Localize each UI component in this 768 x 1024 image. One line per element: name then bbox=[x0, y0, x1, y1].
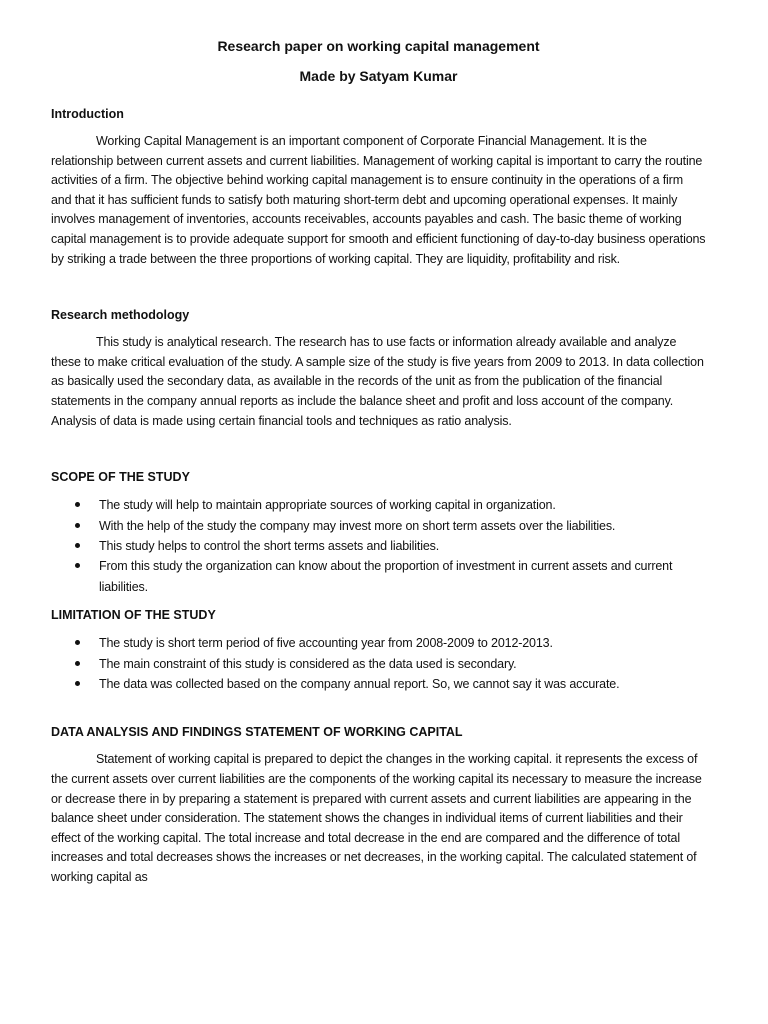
section-heading-methodology: Research methodology bbox=[51, 308, 190, 323]
bullet-icon bbox=[75, 640, 80, 645]
section-heading-analysis: DATA ANALYSIS AND FINDINGS STATEMENT OF WORKING CAPITAL bbox=[51, 725, 463, 740]
scope-list bbox=[51, 495, 706, 597]
bullet-icon bbox=[75, 523, 80, 528]
bullet-icon bbox=[75, 661, 80, 666]
list-item-text: With the help of the study the company may invest more on short term assets over the liabilities. bbox=[99, 518, 616, 533]
bullet-icon bbox=[75, 563, 80, 568]
list-item bbox=[51, 556, 706, 597]
methodology-paragraph: This study is analytical research. The research has to use facts or information already available and analyze these to make critical evaluation of the study. A sample size of the study is five years from 2009 to 2013. In data collection as basically used the secondary data, as available in the records of the unit as from the publication of the financial statements in the company annual reports as include the balance sheet and profit and loss account of the company. Analysis of data is made using certain financial tools and techniques as ratio analysis. bbox=[51, 335, 704, 428]
list-item bbox=[51, 633, 706, 653]
bullet-icon bbox=[75, 543, 80, 548]
list-item-text: The data was collected based on the company annual report. So, we cannot say it was accurate. bbox=[99, 676, 620, 691]
list-item-text: The main constraint of this study is considered as the data used is secondary. bbox=[99, 656, 517, 671]
section-heading-introduction: Introduction bbox=[51, 107, 124, 121]
bullet-icon bbox=[75, 681, 80, 686]
section-heading-limitation: LIMITATION OF THE STUDY bbox=[51, 608, 216, 623]
list-item-text: The study is short term period of five accounting year from 2008-2009 to 2012-2013. bbox=[99, 636, 553, 651]
introduction-paragraph: Working Capital Management is an important component of Corporate Financial Management. It is the relationship between current assets and current liabilities. Management of working capital is important to carry the routine activities of a firm. The objective behind working capital management is to ensure continuity in the operations of a firm and that it has sufficient funds to satisfy both maturing short-term debt and upcoming operational expenses. It mainly involves management of inventories, accounts receivables, accounts payables and cash. The basic theme of working capital management is to provide adequate support for smooth and efficient functioning of day-to-day business operations by striking a trade between the three proportions of working capital. They are liquidity, profitability and risk. bbox=[51, 134, 706, 266]
analysis-paragraph: Statement of working capital is prepared to depict the changes in the working capital. it represents the excess of the current assets over current liabilities are the components of the working capital its necessary to measure the increase or decrease there in by preparing a statement is prepared with current assets and current liabilities are appearing in the balance sheet under consideration. The statement shows the changes in individual items of current liabilities and their effect of the working capital. The total increase and total decrease in the end are compared and the difference of total increases and total decreases shows the increases or net decreases, in the working capital. The calculated statement of working capital as bbox=[51, 752, 702, 884]
list-item-text: This study helps to control the short terms assets and liabilities. bbox=[99, 538, 440, 553]
list-item bbox=[51, 495, 706, 515]
limitation-list bbox=[51, 633, 706, 694]
bullet-icon bbox=[75, 502, 80, 507]
author-line: Made by Satyam Kumar bbox=[299, 68, 458, 84]
document-title: Research paper on working capital management bbox=[217, 38, 540, 54]
list-item bbox=[51, 536, 706, 556]
list-item bbox=[51, 516, 706, 536]
list-item bbox=[51, 654, 706, 674]
list-item-text: The study will help to maintain appropriate sources of working capital in organization. bbox=[99, 498, 556, 513]
section-heading-scope: SCOPE OF THE STUDY bbox=[51, 470, 190, 485]
list-item-text: From this study the organization can know about the proportion of investment in current assets and current liabilities. bbox=[99, 559, 673, 594]
list-item bbox=[51, 674, 706, 694]
